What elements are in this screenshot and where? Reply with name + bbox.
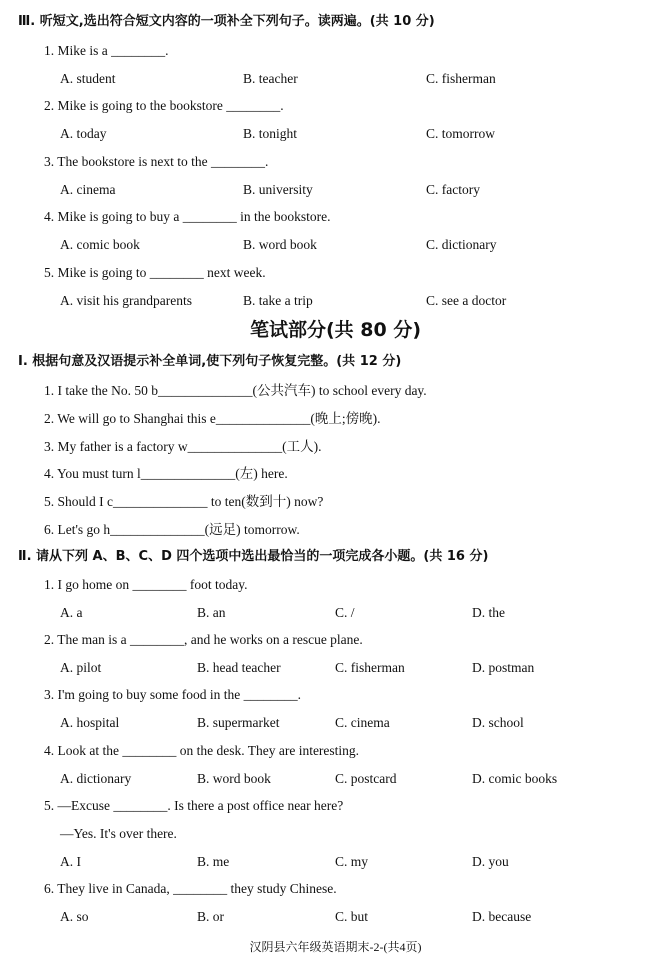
- question-stem: 2. Mike is going to the bookstore ________.: [44, 98, 284, 113]
- option-b[interactable]: B. take a trip: [243, 293, 313, 308]
- option-b[interactable]: B. tonight: [243, 126, 298, 141]
- option-c[interactable]: C. dictionary: [426, 237, 497, 252]
- question-stem: 6. They live in Canada, ________ they study Chinese.: [44, 881, 337, 896]
- option-c[interactable]: C. factory: [426, 182, 480, 197]
- fill-item: 5. Should I c______________ to ten(数到十) now?: [44, 494, 324, 509]
- question-stem: 3. I'm going to buy some food in the ________.: [44, 687, 302, 702]
- option-a[interactable]: A. a: [60, 605, 83, 620]
- option-b[interactable]: B. word book: [197, 771, 271, 786]
- option-a[interactable]: A. I: [60, 854, 81, 869]
- question-stem: 3. The bookstore is next to the ________.: [44, 154, 269, 169]
- option-d[interactable]: D. you: [472, 854, 509, 869]
- option-a[interactable]: A. student: [60, 71, 116, 86]
- option-b[interactable]: B. an: [197, 605, 226, 620]
- option-a[interactable]: A. comic book: [60, 237, 140, 252]
- fill-item: 4. You must turn l______________(左) here.: [44, 466, 288, 481]
- question-stem: 1. Mike is a ________.: [44, 43, 169, 58]
- option-b[interactable]: B. word book: [243, 237, 317, 252]
- option-c[interactable]: C. cinema: [335, 715, 390, 730]
- option-c[interactable]: C. tomorrow: [426, 126, 495, 141]
- option-a[interactable]: A. cinema: [60, 182, 116, 197]
- page-footer: 汉阴县六年级英语期末-2-(共4页): [249, 940, 422, 954]
- written-part-title: 笔试部分(共 80 分): [249, 319, 422, 341]
- option-d[interactable]: D. school: [472, 715, 524, 730]
- option-b[interactable]: B. teacher: [243, 71, 298, 86]
- option-a[interactable]: A. hospital: [60, 715, 120, 730]
- question-stem: 5. Mike is going to ________ next week.: [44, 265, 266, 280]
- option-c[interactable]: C. my: [335, 854, 369, 869]
- option-c[interactable]: C. fisherman: [426, 71, 496, 86]
- option-b[interactable]: B. supermarket: [197, 715, 280, 730]
- option-a[interactable]: A. visit his grandparents: [60, 293, 192, 308]
- fill-item: 2. We will go to Shanghai this e______________(晚上;傍晚).: [44, 411, 381, 426]
- option-d[interactable]: D. the: [472, 605, 505, 620]
- question-stem: 4. Mike is going to buy a ________ in the bookstore.: [44, 209, 331, 224]
- option-b[interactable]: B. me: [197, 854, 230, 869]
- question-stem: 2. The man is a ________, and he works on a rescue plane.: [44, 632, 363, 647]
- option-a[interactable]: A. pilot: [60, 660, 102, 675]
- option-b[interactable]: B. university: [243, 182, 313, 197]
- fill-item: 3. My father is a factory w______________(工人).: [44, 439, 322, 454]
- question-stem: 1. I go home on ________ foot today.: [44, 577, 248, 592]
- question-stem: 4. Look at the ________ on the desk. They are interesting.: [44, 743, 360, 758]
- option-b[interactable]: B. or: [197, 909, 224, 924]
- option-a[interactable]: A. today: [60, 126, 107, 141]
- section-heading-choice: Ⅱ. 请从下列 A、B、C、D 四个选项中选出最恰当的一项完成各小题。(共 16 分): [18, 549, 489, 564]
- option-c[interactable]: C. but: [335, 909, 369, 924]
- fill-item: 1. I take the No. 50 b______________(公共汽车) to school every day.: [44, 383, 427, 398]
- option-c[interactable]: C. postcard: [335, 771, 397, 786]
- section-heading-listening: Ⅲ. 听短文,选出符合短文内容的一项补全下列句子。读两遍。(共 10 分): [18, 14, 435, 29]
- option-c[interactable]: C. fisherman: [335, 660, 405, 675]
- option-a[interactable]: A. so: [60, 909, 89, 924]
- question-stem: 5. —Excuse ________. Is there a post office near here?: [44, 798, 344, 813]
- option-d[interactable]: D. because: [472, 909, 532, 924]
- dialogue-reply: —Yes. It's over there.: [60, 826, 177, 841]
- option-a[interactable]: A. dictionary: [60, 771, 132, 786]
- option-b[interactable]: B. head teacher: [197, 660, 281, 675]
- option-c[interactable]: C. see a doctor: [426, 293, 507, 308]
- option-d[interactable]: D. comic books: [472, 771, 558, 786]
- option-c[interactable]: C. /: [335, 605, 355, 620]
- section-heading-word-fill: Ⅰ. 根据句意及汉语提示补全单词,使下列句子恢复完整。(共 12 分): [18, 354, 402, 369]
- option-d[interactable]: D. postman: [472, 660, 535, 675]
- fill-item: 6. Let's go h______________(远足) tomorrow.: [44, 522, 300, 537]
